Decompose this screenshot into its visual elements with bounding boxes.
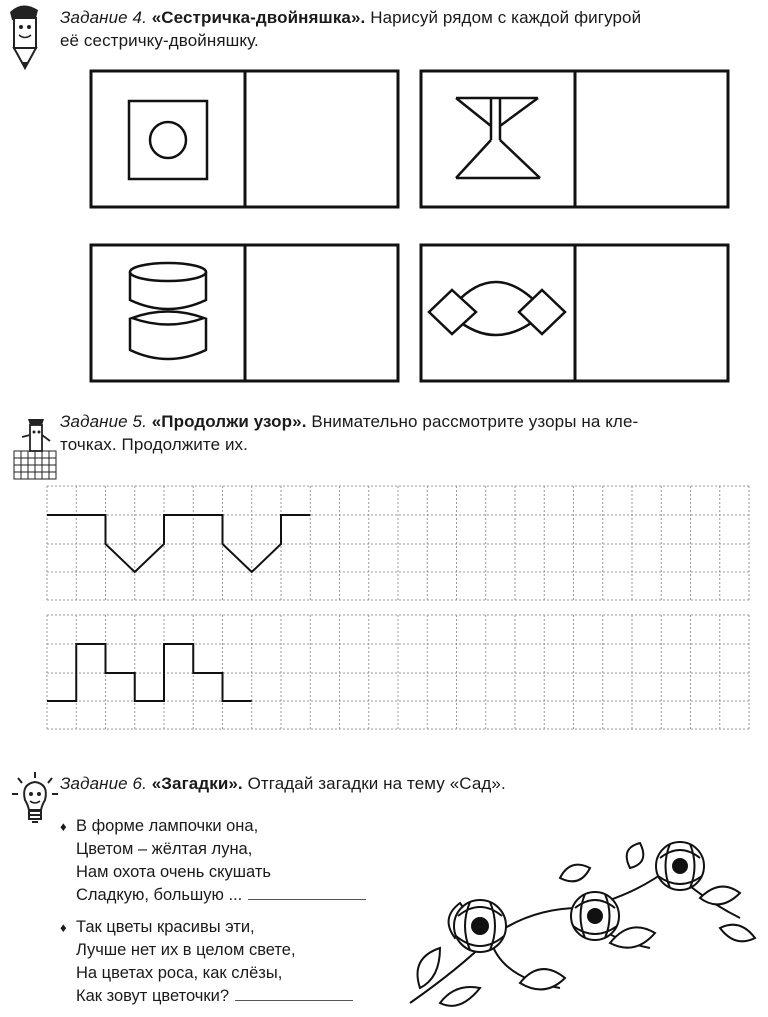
- flower-2: [571, 892, 619, 940]
- task5-number: Задание 5.: [60, 412, 147, 431]
- figure-oval-diamonds: [429, 282, 565, 335]
- pencil-on-grid-icon: [12, 415, 58, 481]
- task4-number: Задание 4.: [60, 8, 147, 27]
- flowers-illustration: [400, 838, 760, 1013]
- task5-name: «Продолжи узор».: [151, 412, 307, 431]
- riddle-2-line-4: Как зовут цветочки?: [60, 985, 353, 1008]
- figure-cylinders: [130, 263, 206, 359]
- pattern-grid-2[interactable]: [47, 615, 751, 731]
- riddle-1-line-4: Сладкую, большую ...: [60, 884, 366, 907]
- riddle-2: [60, 916, 353, 1008]
- task5-text-line2: точках. Продолжите их.: [60, 435, 248, 454]
- figure-hourglass: [456, 98, 540, 178]
- task6-name: «Загадки».: [151, 774, 243, 793]
- task4-name: «Сестричка-двойняшка».: [151, 8, 366, 27]
- diamond-bullet-icon: ♦: [60, 819, 67, 834]
- riddle-2-line-1: ♦ Так цветы красивы эти,: [60, 916, 353, 939]
- pattern-grid-1[interactable]: [47, 486, 751, 602]
- riddle-1-line-1: ♦ В форме лампочки она,: [60, 815, 366, 838]
- flower-1: [454, 900, 506, 952]
- pattern-2-line: [47, 644, 252, 701]
- task6-heading: [60, 772, 506, 795]
- riddle-1-line-2: Цветом – жёлтая луна,: [76, 840, 253, 858]
- task5-heading: [60, 410, 638, 456]
- flower-3: [656, 842, 704, 890]
- pattern-1-line: [47, 515, 310, 572]
- task4-text-line1: Нарисуй рядом с каждой фигурой: [370, 8, 642, 27]
- twin-figures-area: [0, 0, 768, 400]
- answer-blank-2[interactable]: [235, 986, 353, 1001]
- riddle-2-line-3: На цветах роса, как слёзы,: [76, 964, 283, 982]
- task5-text-line1: Внимательно рассмотрите узоры на кле-: [311, 412, 639, 431]
- task6-text: Отгадай загадки на тему «Сад».: [247, 774, 506, 793]
- task4-text-line2: её сестричку-двойняшку.: [60, 31, 259, 50]
- figure-square: [129, 101, 207, 179]
- answer-blank-1[interactable]: [248, 885, 366, 900]
- riddle-1: [60, 815, 366, 907]
- riddle-2-line-2: Лучше нет их в целом свете,: [76, 941, 296, 959]
- task6-number: Задание 6.: [60, 774, 147, 793]
- lightbulb-icon: [10, 770, 60, 828]
- riddle-1-line-3: Нам охота очень скушать: [76, 863, 272, 881]
- figure-circle: [150, 122, 186, 158]
- diamond-bullet-icon: ♦: [60, 920, 67, 935]
